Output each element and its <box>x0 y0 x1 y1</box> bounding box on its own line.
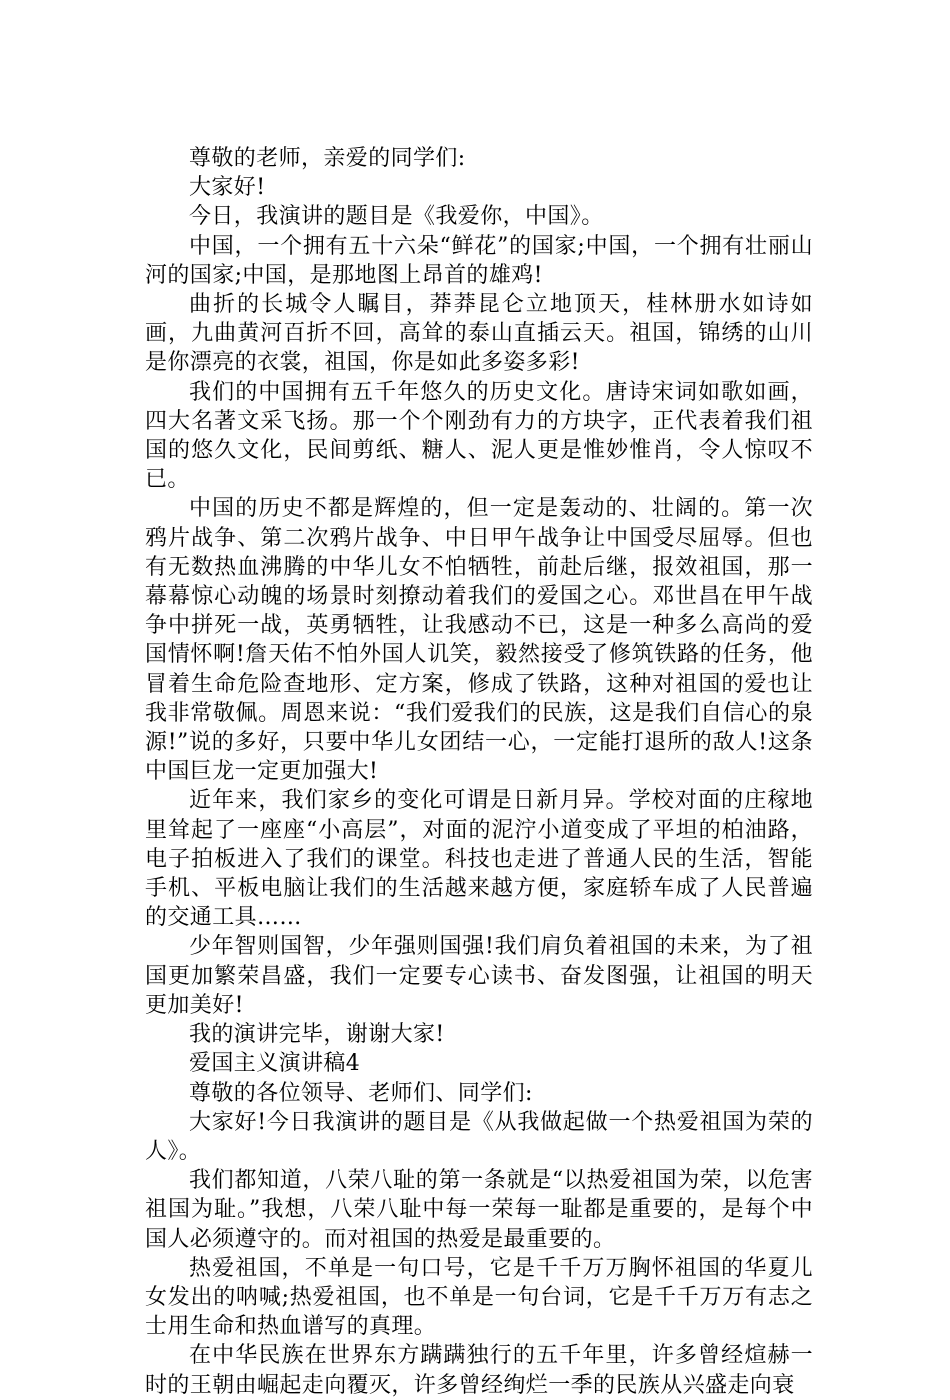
paragraph-closing: 我的演讲完毕，谢谢大家! <box>189 1022 445 1048</box>
paragraph-china-intro: 中国，一个拥有五十六朵“鲜花”的国家;中国，一个拥有壮丽山河的国家;中国，是那地图上昂首的雄鸡! <box>145 233 813 288</box>
paragraph-honor-disgrace: 我们都知道，八荣八耻的第一条就是“以热爱祖国为荣，以危害祖国为耻。”我想，八荣八耻中每一荣每一耻都是重要的，是每个中国人必须遵守的。而对祖国的热爱是最重要的。 <box>145 1168 813 1252</box>
paragraph-love-country: 热爱祖国，不单是一句口号，它是千千万万胸怀祖国的华夏儿女发出的呐喊;热爱祖国，也不单是一句台词，它是千千万万有志之士用生命和热血谱写的真理。 <box>145 1255 813 1340</box>
paragraph-youth: 少年智则国智，少年强则国强!我们肩负着祖国的未来，为了祖国更加繁荣昌盛，我们一定要专心读书、奋发图强，让祖国的明天更加美好! <box>145 934 813 1018</box>
paragraph-topic: 今日，我演讲的题目是《我爱你，中国》。 <box>189 204 604 230</box>
paragraph-history: 中国的历史不都是辉煌的，但一定是轰动的、壮阔的。第一次鸦片战争、第二次鸦片战争、中日甲午战争让中国受尽屈辱。但也有无数热血沸腾的中华儿女不怕牺牲，前赴后继，报效祖国，那一幕幕惊心动魄的场景时刻撩动着我们的爱国之心。邓世昌在甲午战争中拼死一战，英勇牺牲，让我感动不已，这是一种多么高尚的爱国情怀啊!詹天佑不怕外国人讥笑，毅然接受了修筑铁路的任务，他冒着生命危险查地形、定方案，修成了铁路，这种对祖国的爱也让我非常敬佩。周恩来说：“我们爱我们的民族，这是我们自信心的泉源!”说的多好，只要中华儿女团结一心，一定能打退所的敌人!这条中国巨龙一定更加强大! <box>145 496 813 785</box>
section-heading: 爱国主义演讲稿4 <box>189 1051 361 1077</box>
paragraph-culture: 我们的中国拥有五千年悠久的历史文化。唐诗宋词如歌如画，四大名著文采飞扬。那一个个刚劲有力的方块字，正代表着我们祖国的悠久文化，民间剪纸、糖人、泥人更是惟妙惟肖，令人惊叹不已。 <box>145 379 813 493</box>
paragraph-five-thousand-years: 在中华民族在世界东方蹒蹒独行的五千年里，许多曾经煊赫一时的王朝由崛起走向覆灭，许多曾经绚烂一季的民族从兴盛走向衰 <box>145 1343 813 1398</box>
paragraph-greeting: 大家好! <box>189 175 266 201</box>
paragraph-hometown: 近年来，我们家乡的变化可谓是日新月异。学校对面的庄稼地里耸起了一座座“小高层”，对面的泥泞小道变成了平坦的柏油路，电子拍板进入了我们的课堂。科技也走进了普通人民的生活，智能手机、平板电脑让我们的生活越来越方便，家庭轿车成了人民普遍的交通工具…… <box>145 788 813 931</box>
paragraph-landscape: 曲折的长城令人瞩目，莽莽昆仑立地顶天，桂林册水如诗如画，九曲黄河百折不回，高耸的泰山直插云天。祖国，锦绣的山川是你漂亮的衣裳，祖国，你是如此多姿多彩! <box>145 292 813 376</box>
paragraph-salutation-2: 尊敬的各位领导、老师们、同学们: <box>189 1080 533 1106</box>
document-page <box>145 144 813 1400</box>
paragraph-salutation: 尊敬的老师，亲爱的同学们: <box>189 146 466 171</box>
paragraph-greeting-2: 大家好!今日我演讲的题目是《从我做起做一个热爱祖国为荣的人》。 <box>145 1109 813 1164</box>
